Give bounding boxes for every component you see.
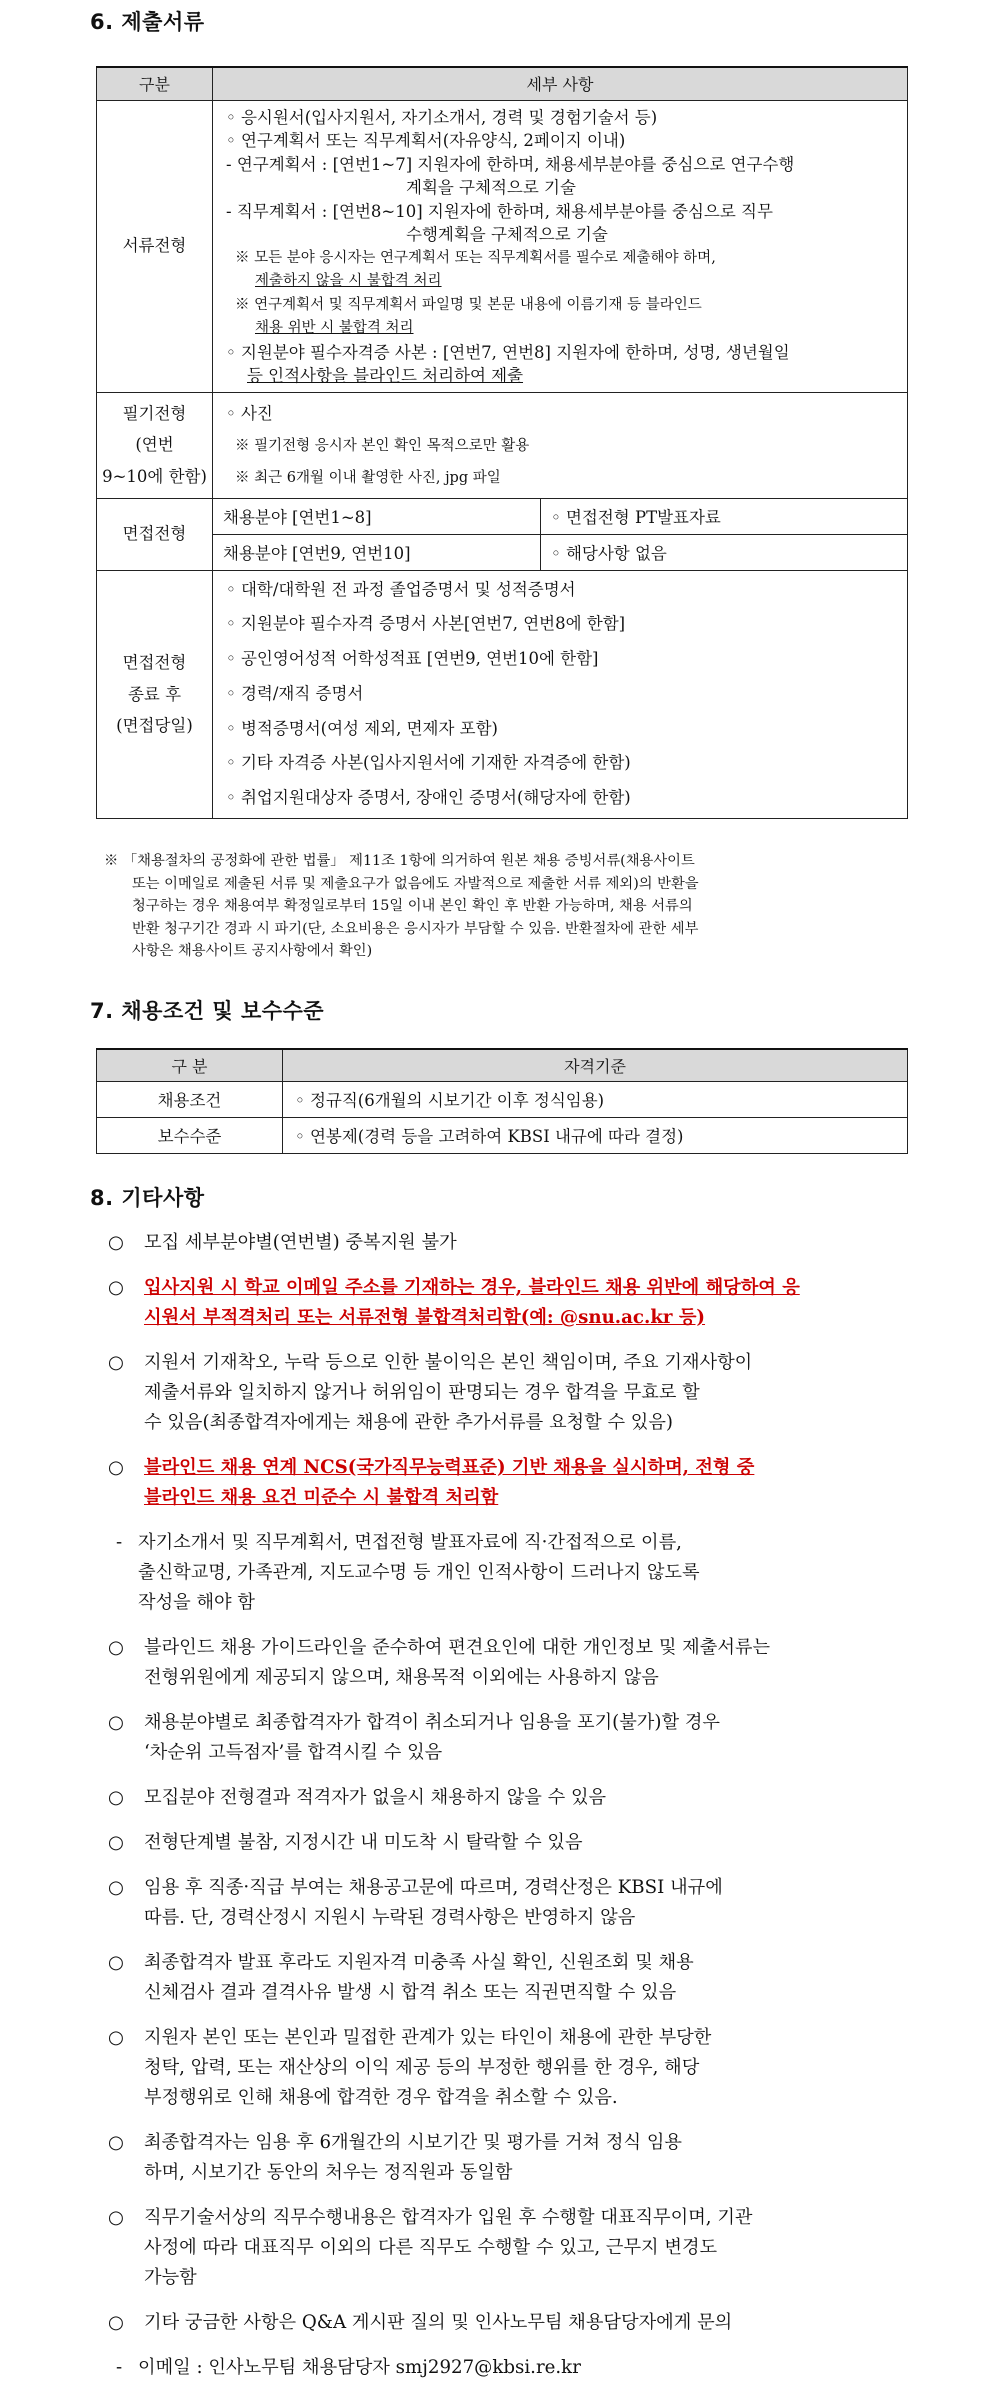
category-line: (연번: [135, 435, 174, 455]
detail-line: 제출하지 않을 시 불합격 처리: [255, 273, 442, 289]
list-item-line: 블라인드 채용 연계 NCS(국가직무능력표준) 기반 채용을 실시하며, 전형 중: [144, 1457, 755, 1478]
detail-line: 계획을 구체적으로 기술: [406, 178, 576, 197]
detail-line: ◦ 지원분야 필수자격 증명서 사본[연번7, 연번8에 한함]: [226, 614, 626, 634]
circle-bullet-icon: ○: [108, 1232, 124, 1253]
table-row-written: [97, 392, 908, 498]
list-item-line-wrap: [144, 1783, 914, 1813]
list-item-line: 직무기술서상의 직무수행내용은 합격자가 입원 후 수행할 대표직무이며, 기관: [144, 2207, 753, 2228]
circle-bullet-icon: ○: [108, 2207, 124, 2228]
list-item-line: 전형위원에게 제공되지 않으며, 채용목적 이외에는 사용하지 않음: [144, 1667, 659, 1688]
employment-conditions-table: [96, 1048, 908, 1154]
detail-line: ◦ 지원분야 필수자격증 사본 : [연번7, 연번8] 지원자에 한하며, 성명, 생년월일: [226, 342, 790, 362]
list-item-line-wrap: [138, 1588, 914, 1618]
list-item: [104, 1948, 914, 2008]
list-item-line-wrap: [144, 1663, 914, 1693]
list-item: [104, 2203, 914, 2293]
other-notes-list: [104, 1228, 914, 2398]
circle-bullet-icon: ○: [108, 1277, 124, 1298]
list-item: [104, 1783, 914, 1813]
detail-line: ◦ 병적증명서(여성 제외, 면제자 포함): [226, 718, 498, 738]
detail-line: ◦ 응시원서(입사지원서, 자기소개서, 경력 및 경험기술서 등): [226, 107, 658, 127]
circle-bullet-icon: ○: [108, 2027, 124, 2048]
list-item-line-wrap: [144, 1453, 914, 1483]
circle-bullet-icon: ○: [108, 2312, 124, 2333]
category-line: 종료 후: [127, 684, 182, 704]
table-header-row: [97, 1049, 908, 1081]
condition-value: ◦ 정규직(6개월의 시보기간 이후 정식임용): [283, 1081, 908, 1117]
list-item-line-wrap: [144, 1903, 914, 1933]
list-item-line: 지원서 기재착오, 누락 등으로 인한 불이익은 본인 책임이며, 주요 기재사항이: [144, 1352, 753, 1373]
detail-line: ◦ 연구계획서 또는 직무계획서(자유양식, 2페이지 이내): [226, 131, 626, 150]
list-item: [104, 1828, 914, 1858]
list-item-line: 신체검사 결과 결격사유 발생 시 합격 취소 또는 직권면직할 수 있음: [144, 1982, 677, 2003]
table-row: [97, 1117, 908, 1153]
category-doc-screening: 서류전형: [97, 100, 213, 392]
interview-field-2: 채용분야 [연번9, 연번10]: [213, 534, 541, 570]
detail-line: ※ 필기전형 응시자 본인 확인 목적으로만 활용: [235, 437, 530, 454]
document-return-footnote: [104, 850, 912, 963]
circle-bullet-icon: ○: [108, 1952, 124, 1973]
condition-key: 채용조건: [97, 1081, 283, 1117]
detail-line: ◦ 사진: [226, 403, 273, 423]
sub-list-item: [104, 1528, 914, 1618]
list-item-line-wrap: [138, 1528, 914, 1558]
list-item-line: 모집 세부분야별(연번별) 중복지원 불가: [144, 1232, 457, 1253]
list-item-line-wrap: [144, 2083, 914, 2113]
list-item-line-wrap: [144, 2023, 914, 2053]
list-item-line-wrap: [144, 2263, 914, 2293]
category-line: 필기전형: [122, 403, 187, 423]
detail-line: ※ 연구계획서 및 직무계획서 파일명 및 본문 내용에 이름기재 등 블라인드: [235, 296, 702, 313]
list-item-line-wrap: [144, 1228, 914, 1258]
footnote-line: ※ 「채용절차의 공정화에 관한 법률」 제11조 1항에 의거하여 원본 채용 증빙서류(채용사이트: [104, 853, 695, 869]
list-item: [104, 1708, 914, 1768]
list-item-line-wrap: [144, 2158, 914, 2188]
table-row-interview-2: [97, 534, 908, 570]
footnote-line: 또는 이메일로 제출된 서류 및 제출요구가 없음에도 자발적으로 제출한 서류 제외)의 반환을: [132, 875, 699, 892]
sub-list-item: [104, 2353, 914, 2383]
detail-line: - 연구계획서 : [연번1~7] 지원자에 한하며, 채용세부분야를 중심으로 연구수행: [226, 154, 795, 174]
list-item: [104, 2128, 914, 2188]
list-item-line-wrap: [144, 1408, 914, 1438]
interview-doc-2: ◦ 해당사항 없음: [541, 534, 908, 570]
list-item: [104, 1228, 914, 1258]
category-interview: 면접전형: [97, 498, 213, 570]
table-row-doc-screening: [97, 100, 908, 392]
list-item: [104, 1273, 914, 1333]
list-item-line-wrap: [144, 2308, 914, 2338]
list-item-line: 모집분야 전형결과 적격자가 없을시 채용하지 않을 수 있음: [144, 1787, 607, 1808]
list-item-line: 가능함: [144, 2267, 197, 2288]
detail-line: ※ 모든 분야 응시자는 연구계획서 또는 직무계획서를 필수로 제출해야 하며,: [235, 249, 716, 266]
list-item-line: 따름. 단, 경력산정시 지원시 누락된 경력사항은 반영하지 않음: [144, 1907, 636, 1928]
section7-title: 7. 채용조건 및 보수수준: [90, 999, 325, 1023]
list-item-line: 하며, 시보기간 동안의 처우는 정직원과 동일함: [144, 2162, 513, 2183]
circle-bullet-icon: ○: [108, 2132, 124, 2153]
list-item-line-wrap: [144, 1738, 914, 1768]
dash-marker: -: [116, 2357, 123, 2378]
category-line: 9~10에 한함): [102, 466, 207, 486]
section6-title: 6. 제출서류: [90, 10, 205, 34]
header-category: 구 분: [97, 1049, 283, 1081]
submission-documents-table: [96, 66, 908, 819]
detail-line: ※ 최근 6개월 이내 촬영한 사진, jpg 파일: [235, 469, 501, 486]
list-item-line: ‘차순위 고득점자’를 합격시킬 수 있음: [144, 1742, 443, 1763]
list-item-line-wrap: [144, 1873, 914, 1903]
list-item-line-wrap: [144, 1948, 914, 1978]
detail-line: ◦ 취업지원대상자 증명서, 장애인 증명서(해당자에 한함): [226, 788, 631, 808]
table-header-row: [97, 67, 908, 100]
table-row-after-interview: [97, 570, 908, 819]
detail-line: - 직무계획서 : [연번8~10] 지원자에 한하며, 채용세부분야를 중심으로 직무: [226, 201, 773, 221]
circle-bullet-icon: ○: [108, 1712, 124, 1733]
list-item-line-wrap: [138, 1558, 914, 1588]
list-item-line-wrap: [144, 1348, 914, 1378]
list-item-line: 블라인드 채용 요건 미준수 시 불합격 처리함: [144, 1487, 499, 1508]
category-written: [97, 392, 213, 498]
list-item-line: 블라인드 채용 가이드라인을 준수하여 편견요인에 대한 개인정보 및 제출서류는: [144, 1637, 771, 1658]
detail-line: 채용 위반 시 불합격 처리: [255, 320, 414, 336]
written-details: [213, 392, 908, 498]
circle-bullet-icon: ○: [108, 1877, 124, 1898]
list-item-line: 입사지원 시 학교 이메일 주소를 기재하는 경우, 블라인드 채용 위반에 해당하여 응: [144, 1277, 800, 1298]
list-item-line-wrap: [144, 1708, 914, 1738]
list-item-line-wrap: [144, 2128, 914, 2158]
circle-bullet-icon: ○: [108, 1457, 124, 1478]
circle-bullet-icon: ○: [108, 1787, 124, 1808]
detail-line: ◦ 경력/재직 증명서: [226, 683, 364, 703]
list-item-line: 출신학교명, 가족관계, 지도교수명 등 개인 인적사항이 드러나지 않도록: [138, 1562, 700, 1583]
list-item-line: 제출서류와 일치하지 않거나 허위임이 판명되는 경우 합격을 무효로 할: [144, 1382, 700, 1403]
table-row: [97, 1081, 908, 1117]
list-item: [104, 1348, 914, 1438]
dash-marker: -: [116, 1532, 123, 1553]
after-interview-details: [213, 570, 908, 819]
list-item-line-wrap: [144, 1978, 914, 2008]
salary-key: 보수수준: [97, 1117, 283, 1153]
category-line: 면접전형: [122, 653, 187, 673]
salary-value: ◦ 연봉제(경력 등을 고려하여 KBSI 내규에 따라 결정): [283, 1117, 908, 1153]
header-criteria: 자격기준: [283, 1049, 908, 1081]
category-line: (면접당일): [116, 715, 193, 735]
header-category: 구분: [97, 67, 213, 100]
interview-doc-1: ◦ 면접전형 PT발표자료: [541, 498, 908, 534]
section8-title: 8. 기타사항: [90, 1186, 205, 1210]
list-item-line: 전형단계별 불참, 지정시간 내 미도착 시 탈락할 수 있음: [144, 1832, 583, 1853]
list-item-line: 기타 궁금한 사항은 Q&A 게시판 질의 및 인사노무팀 채용담당자에게 문의: [144, 2312, 733, 2333]
list-item-line-wrap: [144, 1378, 914, 1408]
list-item-line: 청탁, 압력, 또는 재산상의 이익 제공 등의 부정한 행위를 한 경우, 해당: [144, 2057, 700, 2078]
list-item-line: 이메일 : 인사노무팀 채용담당자 smj2927@kbsi.re.kr: [138, 2357, 581, 2378]
footnote-line: 청구하는 경우 채용여부 확정일로부터 15일 이내 본인 확인 후 반환 가능하며, 채용 서류의: [132, 898, 693, 915]
list-item-line-wrap: [144, 1483, 914, 1513]
footnote-line: 반환 청구기간 경과 시 파기(단, 소요비용은 응시자가 부담할 수 있음. 반환절차에 관한 세부: [132, 920, 699, 937]
interview-field-1: 채용분야 [연번1~8]: [213, 498, 541, 534]
list-item-line: 최종합격자는 임용 후 6개월간의 시보기간 및 평가를 거쳐 정식 임용: [144, 2132, 682, 2153]
circle-bullet-icon: ○: [108, 1832, 124, 1853]
list-item-line-wrap: [144, 1273, 914, 1303]
list-item-line: 수 있음(최종합격자에게는 채용에 관한 추가서류를 요청할 수 있음): [144, 1412, 674, 1433]
list-item-line-wrap: [138, 2353, 914, 2383]
list-item-line-wrap: [144, 2233, 914, 2263]
list-item-line: 시원서 부적격처리 또는 서류전형 불합격처리함(예: @snu.ac.kr 등): [144, 1307, 706, 1328]
list-item-line-wrap: [144, 1828, 914, 1858]
circle-bullet-icon: ○: [108, 1352, 124, 1373]
list-item: [104, 1453, 914, 1513]
list-item-line-wrap: [144, 1303, 914, 1333]
list-item-line-wrap: [144, 2203, 914, 2233]
list-item-line: 사정에 따라 대표직무 이외의 다른 직무도 수행할 수 있고, 근무지 변경도: [144, 2237, 718, 2258]
detail-line: 수행계획을 구체적으로 기술: [406, 225, 608, 244]
list-item-line: 임용 후 직종·직급 부여는 채용공고문에 따르며, 경력산정은 KBSI 내규에: [144, 1877, 723, 1898]
list-item-line: 자기소개서 및 직무계획서, 면접전형 발표자료에 직·간접적으로 이름,: [138, 1532, 682, 1553]
list-item-line-wrap: [144, 1633, 914, 1663]
detail-line: ◦ 기타 자격증 사본(입사지원서에 기재한 자격증에 한함): [226, 753, 631, 773]
list-item-line: 부정행위로 인해 채용에 합격한 경우 합격을 취소할 수 있음.: [144, 2087, 618, 2108]
detail-line: 등 인적사항을 블라인드 처리하여 제출: [247, 366, 524, 385]
list-item-line: 작성을 해야 함: [138, 1592, 255, 1613]
circle-bullet-icon: ○: [108, 1637, 124, 1658]
header-details: 세부 사항: [213, 67, 908, 100]
footnote-line: 사항은 채용사이트 공지사항에서 확인): [132, 943, 373, 960]
table-row-interview-1: [97, 498, 908, 534]
detail-line: ◦ 공인영어성적 어학성적표 [연번9, 연번10에 한함]: [226, 649, 599, 669]
list-item: [104, 1873, 914, 1933]
list-item-line: 채용분야별로 최종합격자가 합격이 취소되거나 임용을 포기(불가)할 경우: [144, 1712, 720, 1733]
category-after-interview: [97, 570, 213, 819]
list-item-line: 지원자 본인 또는 본인과 밀접한 관계가 있는 타인이 채용에 관한 부당한: [144, 2027, 712, 2048]
list-item-line-wrap: [144, 2053, 914, 2083]
list-item-line: 최종합격자 발표 후라도 지원자격 미충족 사실 확인, 신원조회 및 채용: [144, 1952, 694, 1973]
list-item: [104, 2023, 914, 2113]
list-item: [104, 2308, 914, 2338]
doc-screening-details: [213, 100, 908, 392]
list-item: [104, 1633, 914, 1693]
detail-line: ◦ 대학/대학원 전 과정 졸업증명서 및 성적증명서: [226, 579, 576, 599]
